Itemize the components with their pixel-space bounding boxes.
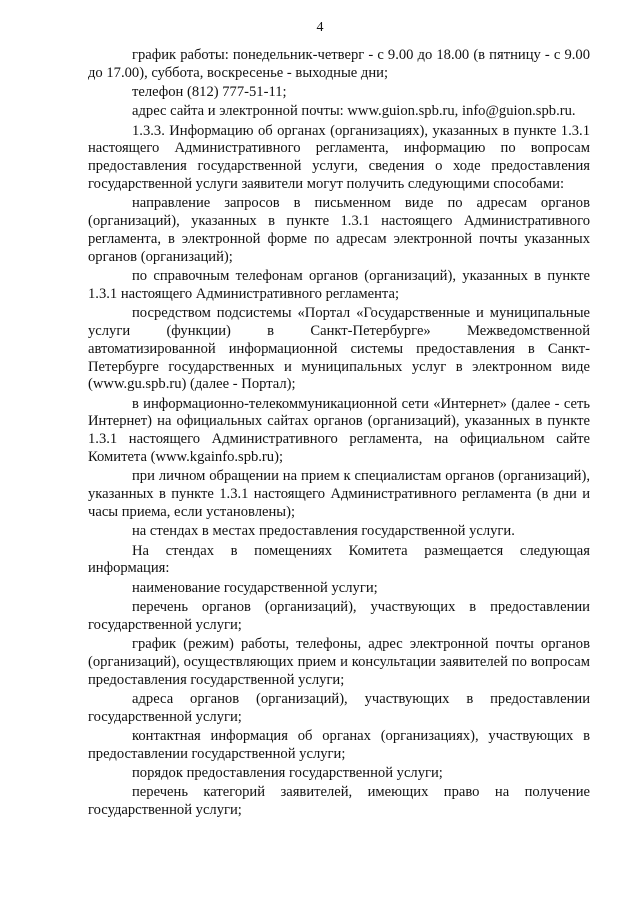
list-item-organizations-list: перечень органов (организаций), участвующих в предоставлении государственной услуги; <box>88 598 590 633</box>
document-body <box>88 47 590 820</box>
list-item-contact-info: контактная информация об органах (организациях), участвующих в предоставлении государственной услуги; <box>88 727 590 762</box>
paragraph-written-requests: направление запросов в письменном виде по адресам органов (организаций), указанных в пункте 1.3.1 настоящего Административного регламента, в электронной форме по адресам электронной почты указанных органов (организаций); <box>88 195 590 265</box>
paragraph-phone: телефон (812) 777-51-11; <box>132 84 287 101</box>
list-item-service-name: наименование государственной услуги; <box>132 579 378 596</box>
paragraph-website-email: адрес сайта и электронной почты: www.guion.spb.ru, info@guion.spb.ru. <box>132 103 576 120</box>
paragraph-personal-visit: при личном обращении на прием к специалистам органов (организаций), указанных в пункте 1.3.1 настоящего Административного регламента (в дни и часы приема, если установлены); <box>88 468 590 520</box>
paragraph-work-schedule: график работы: понедельник-четверг - с 9.00 до 18.00 (в пятницу - с 9.00 до 17.00), суббота, воскресенье - выходные дни; <box>88 47 590 81</box>
page-number: 4 <box>316 20 324 35</box>
list-item-organization-addresses: адреса органов (организаций), участвующих в предоставлении государственной услуги; <box>88 690 590 725</box>
paragraph-stands: на стендах в местах предоставления государственной услуги. <box>132 523 515 540</box>
paragraph-reference-phones: по справочным телефонам органов (организаций), указанных в пункте 1.3.1 настоящего Административного регламента; <box>88 268 590 302</box>
paragraph-portal: посредством подсистемы «Портал «Государственные и муниципальные услуги (функции) в Санкт-Петербурге» Межведомственной автоматизированной информационной системы предоставления в Санкт-Петербурге государственных и муниципальных услуг в электронном виде (www.gu.spb.ru) (далее - Портал); <box>88 305 590 393</box>
list-item-applicant-categories: перечень категорий заявителей, имеющих право на получение государственной услуги; <box>88 784 590 819</box>
paragraph-internet: в информационно-телекоммуникационной сети «Интернет» (далее - сеть Интернет) на официальных сайтах органов (организаций), указанных в пункте 1.3.1 настоящего Административного регламента, на официальном сайте Комитета (www.kgainfo.spb.ru); <box>88 395 590 466</box>
list-item-service-procedure: порядок предоставления государственной услуги; <box>132 765 443 782</box>
paragraph-stands-info-intro: На стендах в помещениях Комитета размещается следующая информация: <box>88 542 590 577</box>
paragraph-section-1-3-3: 1.3.3. Информацию об органах (организациях), указанных в пункте 1.3.1 настоящего Административного регламента, информацию по вопросам предоставления государственной услуги, сведения о ходе предоставления государственной услуги заявители могут получить следующими способами: <box>88 122 590 193</box>
list-item-schedule-contacts: график (режим) работы, телефоны, адрес электронной почты органов (организаций), осуществляющих прием и консультации заявителей по вопросам предоставления государственной услуги; <box>88 636 590 688</box>
